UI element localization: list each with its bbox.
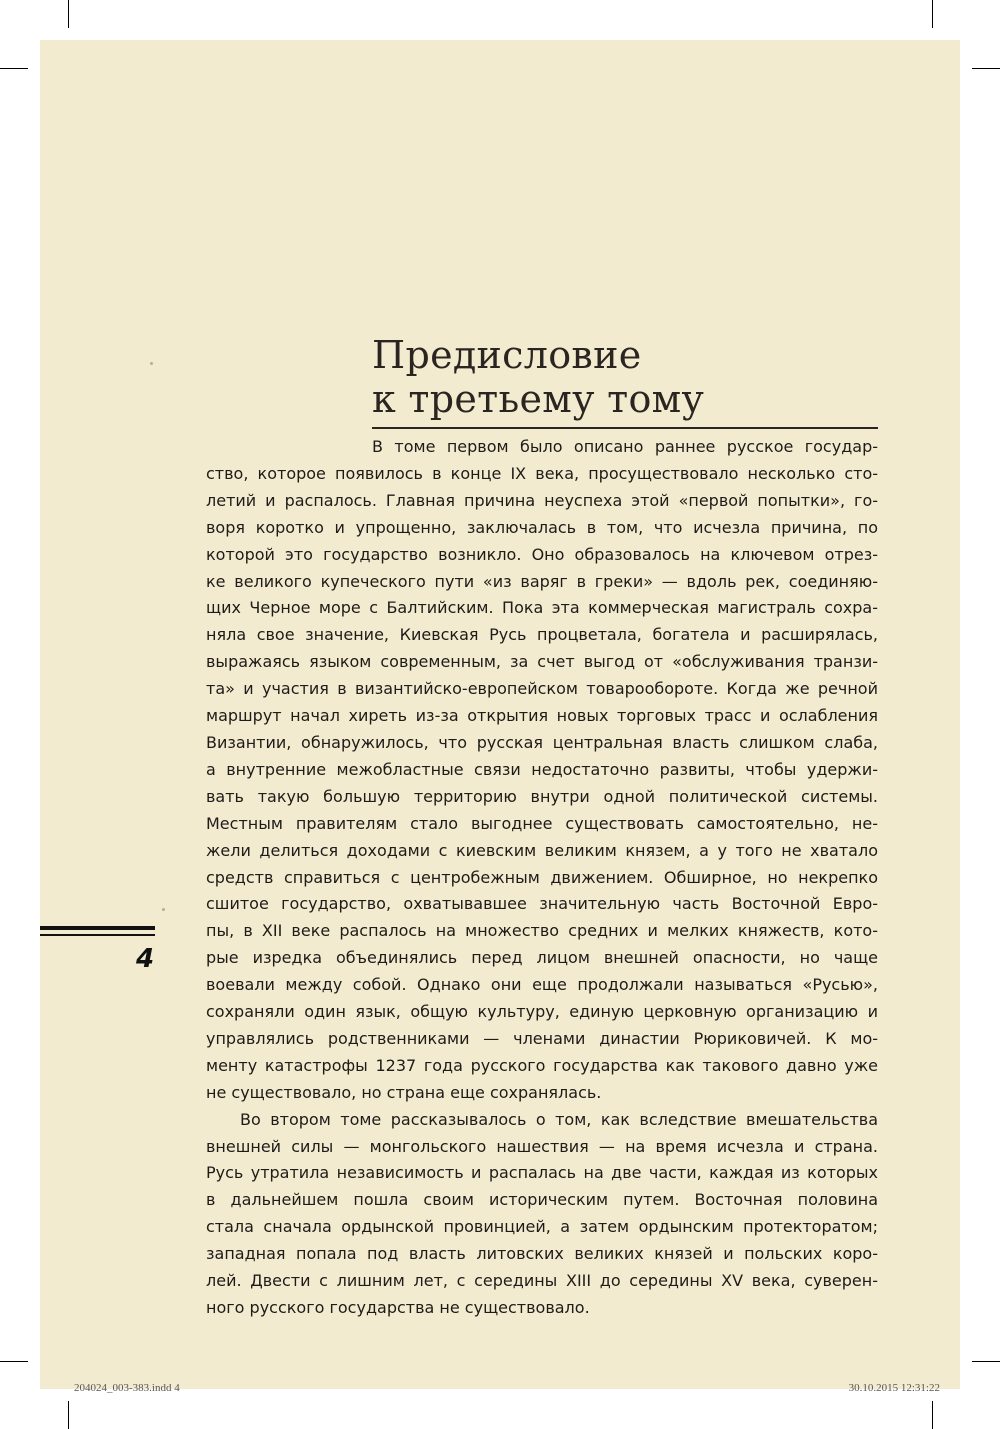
crop-mark bbox=[0, 68, 28, 69]
text-line: которой это государство возникло. Оно образовалось на ключевом отрез- bbox=[206, 544, 878, 564]
text-line: Во втором томе рассказывалось о том, как вследствие вмешательства bbox=[240, 1109, 878, 1129]
text-line: В томе первом было описано раннее русское государ- bbox=[372, 437, 878, 456]
folio-rule bbox=[40, 934, 155, 936]
text-line: не существовало, но страна еще сохранялась. bbox=[206, 1082, 602, 1102]
text-line: пы, в XII веке распалось на множество средних и мелких княжеств, кото- bbox=[206, 921, 878, 941]
paper-speck bbox=[150, 362, 153, 365]
text-line: та» и участия в византийско-европейском товарообороте. Когда же речной bbox=[206, 679, 878, 699]
text-line: управлялись родственниками — членами династии Рюриковичей. К мо- bbox=[206, 1028, 878, 1048]
title-rule bbox=[372, 427, 878, 429]
text-line: щих Черное море с Балтийским. Пока эта коммерческая магистраль сохра- bbox=[206, 598, 878, 618]
text-line: ке великого купеческого пути «из варяг в греки» — вдоль рек, соединяю- bbox=[206, 571, 878, 591]
crop-mark bbox=[68, 0, 69, 28]
slug-timestamp: 30.10.2015 12:31:22 bbox=[848, 1382, 940, 1394]
crop-mark bbox=[932, 0, 933, 28]
text-line: стала сначала ордынской провинцией, а затем ордынским протекторатом; bbox=[206, 1217, 878, 1237]
text-line: маршрут начал хиреть из-за открытия новых торговых трасс и ослабления bbox=[206, 706, 878, 726]
text-line: средств справиться с центробежным движением. Обширное, но некрепко bbox=[206, 867, 878, 887]
page-title bbox=[372, 333, 704, 421]
text-line: жели делиться доходами с киевским великим князем, а у того не хватало bbox=[206, 840, 878, 860]
title-line: Предисловие bbox=[372, 333, 642, 377]
text-line: вать такую большую территорию внутри одной политической системы. bbox=[206, 786, 878, 806]
page-number: 4 bbox=[136, 944, 155, 974]
paper-speck bbox=[162, 908, 165, 911]
crop-mark bbox=[972, 68, 1000, 69]
slug-filename: 204024_003-383.indd 4 bbox=[74, 1382, 180, 1394]
text-line: а внутренние межобластные связи недостаточно развиты, чтобы удержи- bbox=[206, 759, 878, 779]
text-line: выражаясь языком современным, за счет выгод от «обслуживания транзи- bbox=[206, 652, 878, 672]
text-line: рые изредка объединялись перед лицом внешней опасности, но чаще bbox=[206, 948, 878, 968]
text-line: в дальнейшем пошла своим историческим путем. Восточная половина bbox=[206, 1190, 878, 1210]
crop-mark bbox=[0, 1361, 28, 1362]
text-line: лей. Двести с лишним лет, с середины XIII до середины XV века, суверен- bbox=[206, 1271, 878, 1291]
crop-mark bbox=[972, 1361, 1000, 1362]
body-text bbox=[206, 434, 878, 1322]
text-line: Византии, обнаружилось, что русская центральная власть слишком слаба, bbox=[206, 732, 878, 752]
title-line: к третьему тому bbox=[372, 377, 705, 421]
text-line: сохраняли один язык, общую культуру, единую церковную организацию и bbox=[206, 1002, 878, 1022]
crop-mark bbox=[68, 1401, 69, 1429]
text-line: летий и распалось. Главная причина неуспеха этой «первой попытки», го- bbox=[206, 490, 878, 510]
text-line: внешней силы — монгольского нашествия — на время исчезла и страна. bbox=[206, 1136, 878, 1156]
text-line: Местным правителям стало выгоднее существовать самостоятельно, не- bbox=[206, 813, 878, 833]
text-line: ного русского государства не существовало. bbox=[206, 1298, 590, 1317]
text-line: воря коротко и упрощенно, заключалась в том, что исчезла причина, по bbox=[206, 517, 878, 537]
paragraph bbox=[206, 1107, 878, 1322]
text-line: Русь утратила независимость и распалась на две части, каждая из которых bbox=[206, 1163, 878, 1183]
text-line: менту катастрофы 1237 года русского государства как такового давно уже bbox=[206, 1055, 878, 1075]
text-line: западная попала под власть литовских великих князей и польских коро- bbox=[206, 1244, 878, 1264]
text-line: сшитое государство, охватывавшее значительную часть Восточной Евро- bbox=[206, 894, 878, 914]
text-line: няла свое значение, Киевская Русь процветала, богатела и расширялась, bbox=[206, 625, 878, 645]
folio-rule bbox=[40, 926, 155, 930]
text-line: ство, которое появилось в конце IX века, просуществовало несколько сто- bbox=[206, 463, 878, 483]
text-line: воевали между собой. Однако они еще продолжали называться «Русью», bbox=[206, 975, 878, 995]
crop-mark bbox=[932, 1401, 933, 1429]
paragraph bbox=[206, 434, 878, 1107]
